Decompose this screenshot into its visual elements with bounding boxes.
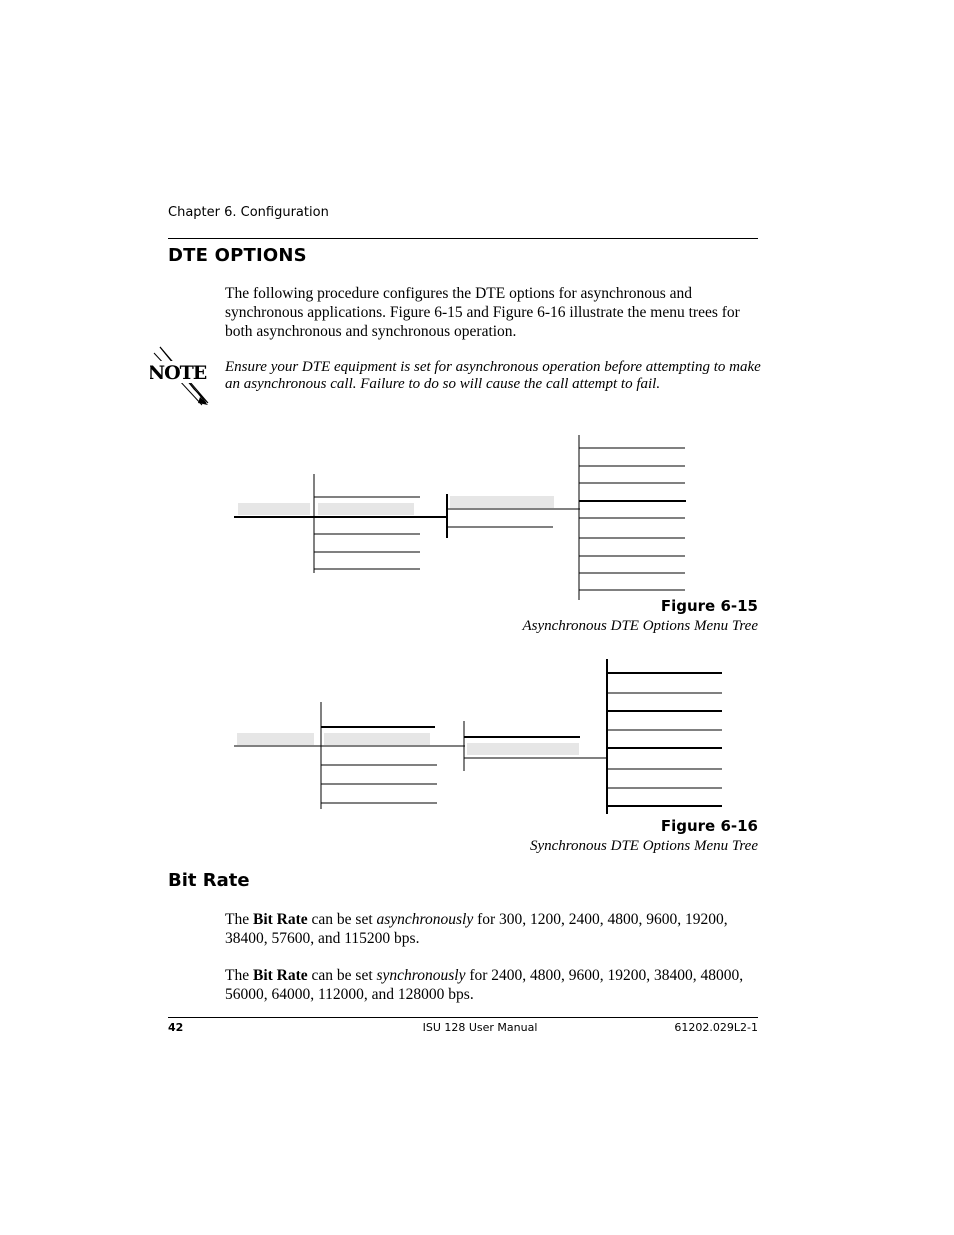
subsection-title: Bit Rate — [168, 870, 250, 891]
intro-paragraph: The following procedure configures the DTE options for asynchronous and synchronous applications. Figure 6-15 and Figure 6-16 illustrate the menu trees for both asynchronous and synchronous operation. — [225, 285, 740, 340]
manual-title: ISU 128 User Manual — [422, 1021, 538, 1034]
figure-number: Figure 6-15 — [660, 597, 758, 615]
footer-rule — [168, 1017, 758, 1018]
figure-title: Asynchronous DTE Options Menu Tree — [522, 618, 758, 634]
running-head: Chapter 6. Configuration — [168, 205, 329, 220]
note-text: Ensure your DTE equipment is set for asynchronous operation before attempting to make an asynchronous call. Failure to do so will cause the call attempt to fail. — [225, 359, 761, 392]
figure-number: Figure 6-16 — [660, 817, 758, 835]
figure-title: Synchronous DTE Options Menu Tree — [529, 838, 758, 854]
section-title: DTE OPTIONS — [168, 245, 307, 266]
doc-number: 61202.029L2-1 — [674, 1021, 758, 1034]
page-number: 42 — [168, 1021, 184, 1034]
bit-rate-async-paragraph: The Bit Rate can be set asynchronously for 300, 1200, 2400, 4800, 9600, 19200, 38400, 57600, and 115200 bps. — [225, 911, 728, 947]
note-label: NOTE — [150, 362, 207, 384]
bit-rate-sync-paragraph: The Bit Rate can be set synchronously for 2400, 4800, 9600, 19200, 38400, 48000, 56000, 64000, 112000, and 128000 bps. — [225, 967, 744, 1003]
